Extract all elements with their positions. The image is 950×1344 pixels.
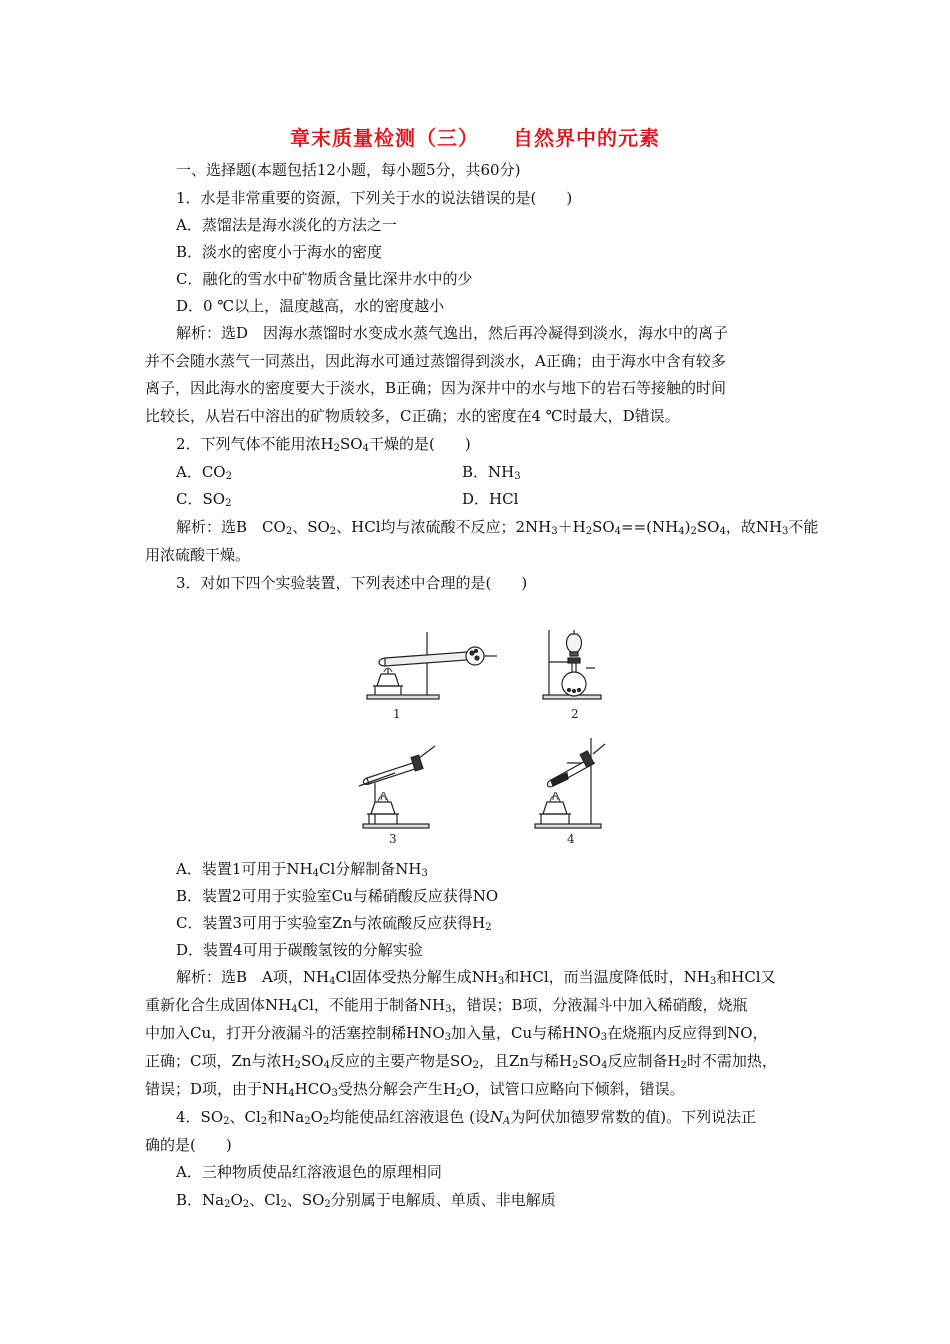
q2-option-a: A．$CO_2$ [176,463,232,482]
apparatus-label: 3 [389,832,397,846]
section-heading: 一、选择题(本题包括12小题，每小题5分，共60分) [176,161,521,179]
q3-explanation-line: 解析：选B A项，$NH_4Cl$固体受热分解生成$NH_3$和HCl，而当温度降低时，$NH_3$和HCl又 [176,968,776,987]
q3-explanation-line: 正确；C项，Zn与浓$H_2SO_4$反应的主要产物是$SO_2$，且Zn与稀$H_2SO_4$反应制备$H_2$时不需加热， [145,1052,777,1071]
q3-option-c: C．装置3可用于实验室Zn与浓硫酸反应获得$H_2$ [176,914,492,933]
q2-option-c: C．$SO_2$ [176,490,232,509]
q1-explanation-line: 离子，因此海水的密度要大于淡水，B正确；因为深井中的水与地下的岩石等接触的时间 [145,379,727,397]
q1-option-c: C．融化的雪水中矿物质含量比深井水中的少 [176,270,473,288]
q3-explanation-line: 中加入Cu，打开分液漏斗的活塞控制稀$HNO_3$加入量，Cu与稀$HNO_3$在烧瓶内反应得到NO， [145,1024,768,1043]
q2-explanation-line: 用浓硫酸干燥。 [145,546,251,564]
apparatus-1 [367,632,497,699]
q4-stem: 4．$SO_2$、$Cl_2$和$Na_2O_2$均能使品红溶液退色 (设$N_A$为阿伏加德罗常数的值)。下列说法正 [176,1108,757,1127]
q4-option-a: A．三种物质使品红溶液退色的原理相同 [176,1163,442,1181]
q3-explanation-line: 错误；D项，由于$NH_4HCO_3$受热分解会产生$H_2O$，试管口应略向下倾斜，错误。 [145,1080,685,1099]
q2-option-b: B．$NH_3$ [462,463,521,482]
apparatus-label: 1 [393,707,401,721]
q4-option-b: B．$Na_2O_2$、$Cl_2$、$SO_2$分别属于电解质、单质、非电解质 [176,1191,556,1210]
apparatus-label: 2 [571,707,579,721]
page-title: 章末质量检测（三） 自然界中的元素 [290,126,660,150]
q1-explanation-line: 解析：选D 因海水蒸馏时水变成水蒸气逸出，然后再冷凝得到淡水，海水中的离子 [176,324,729,342]
apparatus-4 [535,738,605,828]
q2-stem: 2．下列气体不能用浓$H_2SO_4$干燥的是( ) [176,435,471,454]
apparatus-3 [359,746,435,828]
q1-option-d: D．0 ℃以上，温度越高，水的密度越小 [176,297,445,315]
q3-stem: 3．对如下四个实验装置，下列表述中合理的是( ) [176,574,528,592]
q3-option-a: A．装置1可用于$NH_4Cl$分解制备$NH_3$ [176,860,428,879]
q1-stem: 1．水是非常重要的资源，下列关于水的说法错误的是( ) [176,189,573,207]
apparatus-figure [355,628,610,853]
q2-explanation-line: 解析：选B $CO_2$、$SO_2$、HCl均与浓硫酸不反应；$2NH_3+H_2SO_4==(NH_4)_2SO_4$，故$NH_3$不能 [176,518,819,537]
q4-stem-continued: 确的是( ) [145,1136,232,1154]
q2-option-d: D．HCl [462,490,519,508]
apparatus-label: 4 [567,832,575,846]
q1-explanation-line: 并不会随水蒸气一同蒸出，因此海水可通过蒸馏得到淡水，A正确；由于海水中含有较多 [145,352,726,370]
q3-option-d: D．装置4可用于碳酸氢铵的分解实验 [176,941,423,959]
q1-explanation-line: 比较长，从岩石中溶出的矿物质较多，C正确；水的密度在4 ℃时最大，D错误。 [145,407,680,425]
apparatus-2 [543,630,601,699]
q1-option-b: B．淡水的密度小于海水的密度 [176,243,383,261]
q3-explanation-line: 重新化合生成固体$NH_4Cl$，不能用于制备$NH_3$，错误；B项，分液漏斗中加入稀硝酸，烧瓶 [145,996,748,1015]
q1-option-a: A．蒸馏法是海水淡化的方法之一 [176,216,397,234]
q3-option-b: B．装置2可用于实验室Cu与稀硝酸反应获得NO [176,887,499,905]
